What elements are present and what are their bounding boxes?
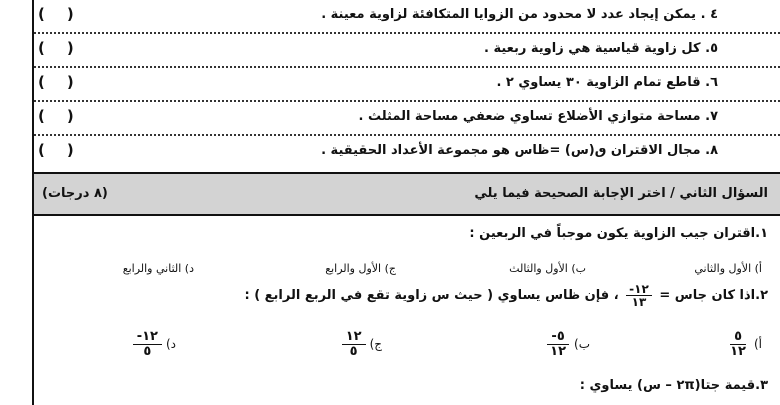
- answer-box-4[interactable]: ( ): [38, 5, 74, 23]
- section-header: [34, 172, 780, 216]
- answer-box-8[interactable]: ( ): [38, 141, 74, 159]
- q2-fraction-num: ١٢-: [626, 283, 652, 296]
- fraction-num: ١٢-: [133, 330, 162, 345]
- tf-row-5: [34, 34, 780, 68]
- statement-5: ٥. كل زاوية قياسية هي زاوية ربعية .: [484, 41, 718, 56]
- q2-option-d-fraction: [133, 330, 162, 358]
- q2-option-d[interactable]: [133, 330, 176, 358]
- statement-6: ٦. قاطع تمام الزاوية ٣٠ يساوي ٢ .: [496, 75, 718, 90]
- q1-option-b[interactable]: ب) الأول والثالث: [509, 262, 586, 275]
- q2-option-a-fraction: [726, 330, 750, 358]
- tf-row-4: [34, 0, 780, 34]
- q1-option-d[interactable]: د) الثاني والرابع: [122, 262, 194, 275]
- answer-box-6[interactable]: ( ): [38, 73, 74, 91]
- statement-7: ٧. مساحة متوازي الأضلاع تساوي ضعفي مساحة المثلث .: [358, 109, 718, 124]
- fraction-den: ٥: [143, 343, 152, 359]
- question-2: [244, 283, 768, 308]
- fraction-num: ١٢: [342, 330, 366, 345]
- question-3: ٣.قيمة جتا(٢π – س) يساوي :: [579, 378, 768, 393]
- question-1: ١.اقتران جيب الزاوية يكون موجباً في الربعين :: [469, 226, 768, 241]
- q2-fraction: [626, 283, 652, 308]
- fraction-den: ١٢: [730, 343, 746, 359]
- statement-8: ٨. مجال الاقتران ٯ(س) =ظاس هو مجموعة الأعداد الحقيقية .: [321, 143, 718, 158]
- worksheet: [32, 0, 780, 405]
- statement-4: ٤ . يمكن إيجاد عدد لا محدود من الزوايا المتكافئة لزاوية معينة .: [321, 7, 718, 22]
- tf-row-8: [34, 136, 780, 170]
- q2-option-b[interactable]: [546, 330, 590, 358]
- q2-option-a[interactable]: [726, 330, 762, 358]
- answer-box-5[interactable]: ( ): [38, 39, 74, 57]
- q2-prefix: ٢.اذا كان جاس =: [659, 288, 768, 303]
- q2-option-c-label: ج): [369, 337, 382, 352]
- q2-option-a-label: أ): [753, 337, 762, 352]
- q2-suffix: ، فإن ظاس يساوي ( حيث س زاوية تقع في الربع الرابع ) :: [244, 288, 619, 303]
- fraction-num: ٥-: [547, 330, 568, 345]
- q2-option-b-fraction: [546, 330, 570, 358]
- fraction-den: ٥: [349, 343, 358, 359]
- q1-option-c[interactable]: ج) الأول والرابع: [325, 262, 396, 275]
- q2-option-c-fraction: [342, 330, 366, 358]
- tf-row-6: [34, 68, 780, 102]
- q2-option-d-label: د): [165, 337, 176, 352]
- q2-fraction-den: ١٣: [631, 295, 647, 309]
- fraction-den: ١٢: [550, 343, 567, 359]
- q2-option-b-label: ب): [574, 337, 590, 352]
- answer-box-7[interactable]: ( ): [38, 107, 74, 125]
- tf-row-7: [34, 102, 780, 136]
- section-title: السؤال الثاني / اختر الإجابة الصحيحة فيما يلي: [474, 186, 768, 201]
- section-marks: (٨ درجات): [42, 186, 108, 201]
- q1-option-a[interactable]: أ) الأول والثاني: [694, 262, 762, 275]
- fraction-num: ٥: [730, 330, 746, 345]
- q2-option-c[interactable]: [342, 330, 382, 358]
